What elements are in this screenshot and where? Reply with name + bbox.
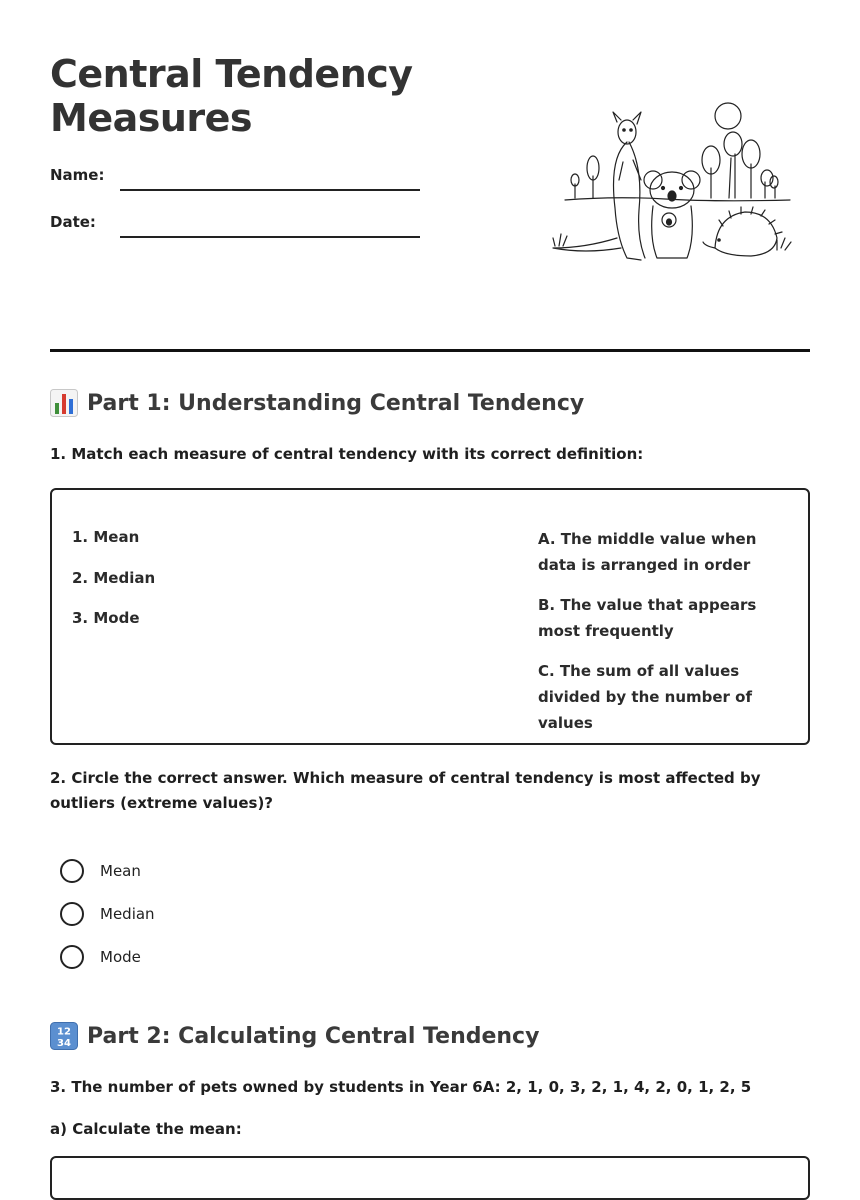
- name-field[interactable]: [50, 166, 420, 196]
- part2-title: Part 2: Calculating Central Tendency: [87, 1023, 540, 1049]
- page-title-line2: Measures: [50, 96, 253, 140]
- option-mode[interactable]: [60, 944, 141, 970]
- radio-circle[interactable]: [60, 945, 84, 969]
- terms-column: [72, 526, 155, 648]
- australian-animals-illustration: [545, 98, 795, 268]
- koala-icon: [644, 171, 700, 258]
- header-divider: [50, 349, 810, 352]
- term-median: 2. Median: [72, 568, 156, 587]
- sun-icon: [715, 103, 741, 129]
- option-label: Median: [100, 905, 155, 923]
- part1-heading: [50, 389, 584, 417]
- date-label: Date:: [50, 213, 96, 231]
- name-write-line[interactable]: [120, 189, 420, 191]
- grass-icon: [553, 234, 567, 246]
- page-title-line1: Central Tendency: [50, 52, 413, 96]
- svg-text:12: 12: [57, 1026, 71, 1038]
- answer-box[interactable]: [50, 1156, 810, 1200]
- definitions-column: [538, 526, 796, 750]
- question-3a: a) Calculate the mean:: [50, 1120, 242, 1138]
- definition-c: C. The sum of all values divided by the number of values: [538, 662, 752, 732]
- svg-text:34: 34: [57, 1038, 71, 1049]
- definition-b: B. The value that appears most frequently: [538, 596, 757, 640]
- part2-heading: [50, 1022, 539, 1050]
- echidna-icon: [703, 207, 791, 256]
- date-field[interactable]: [50, 213, 420, 243]
- chart-icon-bar: [69, 399, 73, 414]
- question-1: 1. Match each measure of central tendency with its correct definition:: [50, 445, 644, 463]
- option-label: Mean: [100, 862, 141, 880]
- bar-chart-icon: [50, 389, 78, 417]
- name-label: Name:: [50, 166, 105, 184]
- option-mean[interactable]: [60, 858, 141, 884]
- question-2: 2. Circle the correct answer. Which measure of central tendency is most affected by outliers (extreme values)?: [50, 769, 761, 812]
- part1-title: Part 1: Understanding Central Tendency: [87, 390, 585, 416]
- option-median[interactable]: [60, 901, 155, 927]
- numbers-1234-icon: [50, 1022, 78, 1050]
- tree-icon: [571, 132, 778, 198]
- term-mode: 3. Mode: [72, 609, 140, 627]
- definition-a: A. The middle value when data is arranged in order: [538, 530, 757, 574]
- question-3: 3. The number of pets owned by students in Year 6A: 2, 1, 0, 3, 2, 1, 4, 2, 0, 1, 2, 5: [50, 1078, 752, 1096]
- term-mean: 1. Mean: [72, 528, 140, 546]
- radio-circle[interactable]: [60, 902, 84, 926]
- date-write-line[interactable]: [120, 236, 420, 238]
- chart-icon-bar: [55, 403, 59, 414]
- radio-circle[interactable]: [60, 859, 84, 883]
- chart-icon-bar: [62, 394, 66, 414]
- matching-box: [50, 488, 810, 745]
- option-label: Mode: [100, 948, 141, 966]
- page-title: [50, 52, 413, 140]
